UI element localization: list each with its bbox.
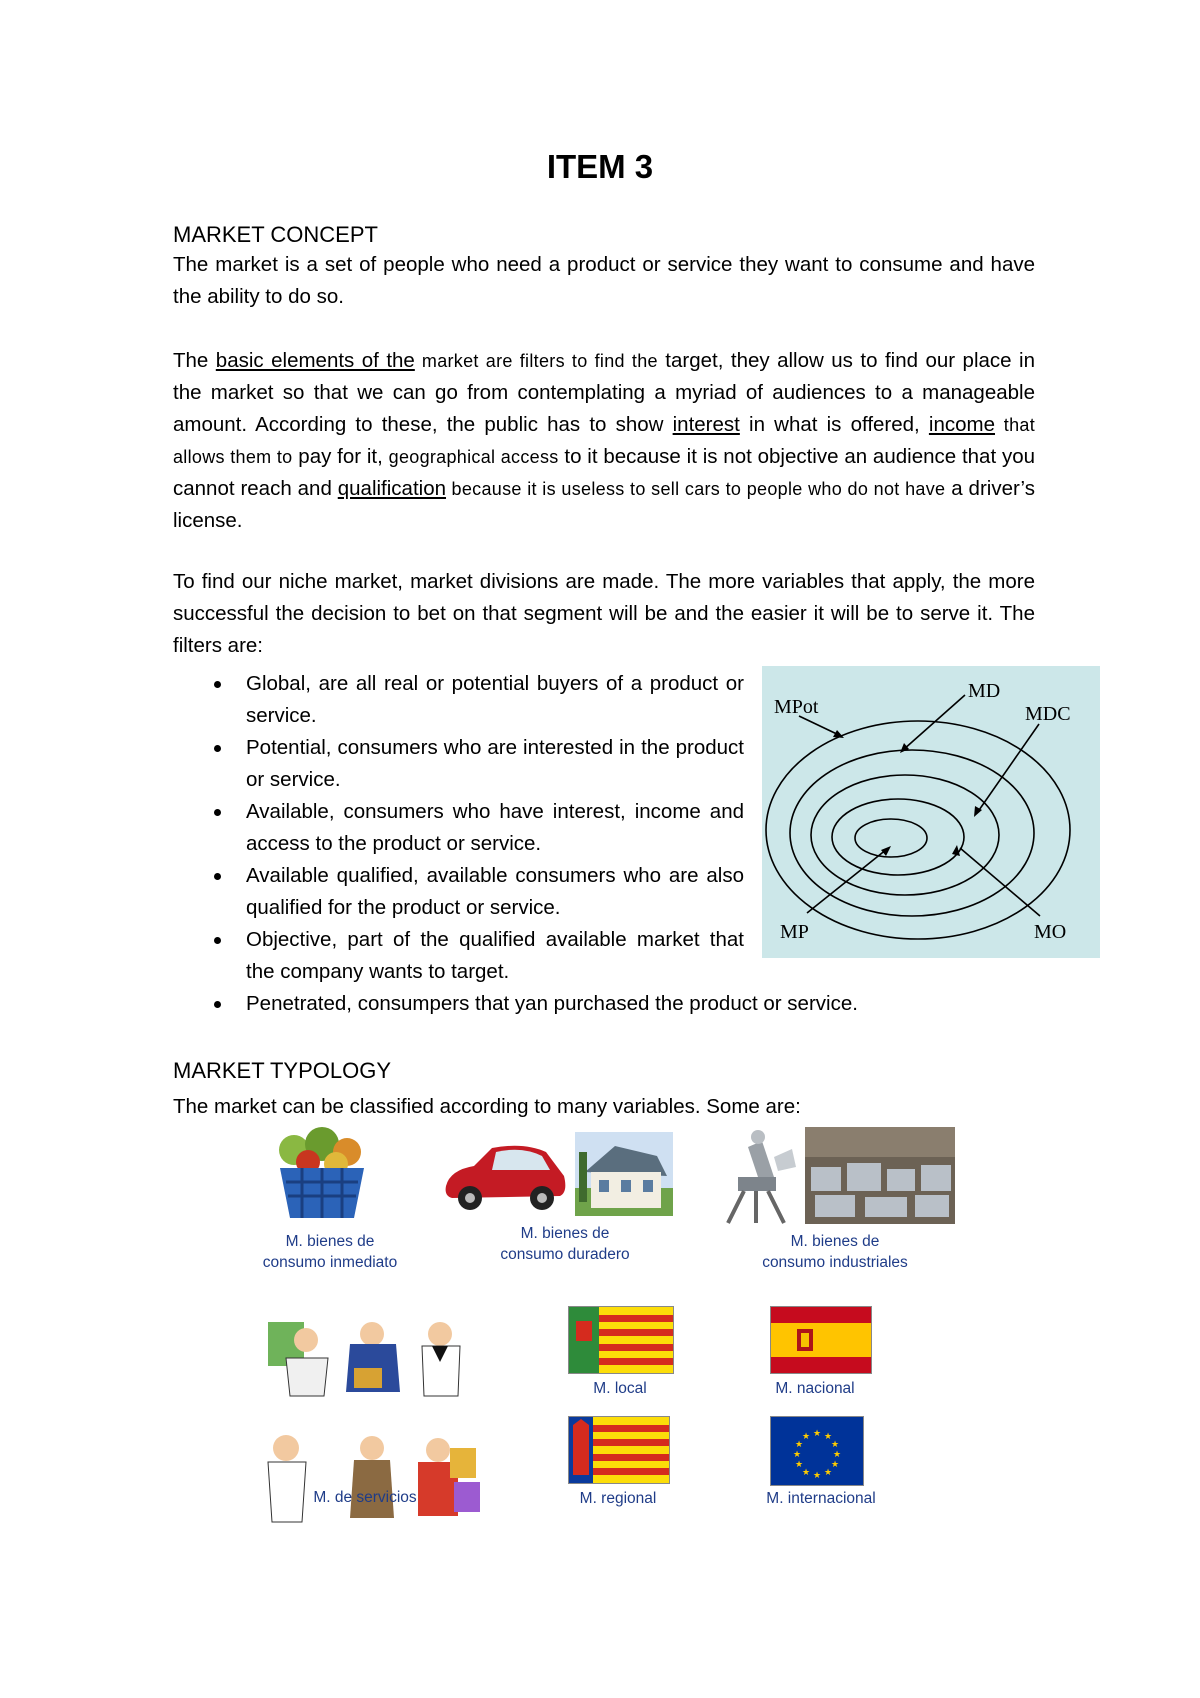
svg-text:★: ★	[832, 1450, 842, 1460]
caption-regional: M. regional	[579, 1490, 657, 1507]
industrial-machine-icon	[718, 1127, 800, 1227]
svg-text:★: ★	[801, 1432, 811, 1442]
car-icon	[440, 1140, 570, 1212]
market-concept-heading: MARKET CONCEPT	[173, 222, 378, 247]
page-title: ITEM 3	[546, 148, 654, 185]
caption-servicios: M. de servicios	[313, 1489, 417, 1506]
caption-consumo-duradero: M. bienes de consumo duradero	[500, 1225, 630, 1263]
house-icon	[575, 1132, 673, 1216]
filter-list	[173, 668, 744, 988]
mo-label: MO	[1034, 921, 1067, 943]
list-item: Potential, consumers who are interested in the product or service.	[173, 732, 744, 796]
grocery-basket-icon	[272, 1122, 372, 1222]
concentric-ellipses	[762, 666, 1100, 958]
list-item: Penetrated, consumpers that yan purchased the product or service.	[173, 988, 1053, 1020]
svg-text:★: ★	[792, 1450, 802, 1460]
svg-text:★: ★	[812, 1471, 822, 1481]
niche-market-paragraph: To find our niche market, market divisions are made. The more variables that apply, the more successful the decision to bet on that segment will be and the easier it will be to serve it. The filters are:	[173, 570, 1035, 657]
svg-text:★: ★	[794, 1460, 804, 1470]
svg-text:★: ★	[823, 1432, 833, 1442]
mdc-label: MDC	[1025, 703, 1071, 725]
list-item: Available, consumers who have interest, income and access to the product or service.	[173, 796, 744, 860]
list-item: Available qualified, available consumers who are also qualified for the product or service.	[173, 860, 744, 924]
mp-label: MP	[780, 921, 809, 943]
mpot-label: MPot	[774, 696, 819, 718]
warehouse-icon	[805, 1127, 955, 1224]
caption-internacional: M. internacional	[766, 1490, 876, 1507]
basic-elements-paragraph: The basic elements of the market are filters to find the target, they allow us to find our place in the market so that we can go from contemplating a myriad of audiences to a manageable amount. According to these, the public has to show interest in what is offered, income that allows them to pay for it, geographical access to it because it is not objective an audience that you cannot reach and qualification because it is useless to sell cars to people who do not have a driver’s license.	[173, 349, 1035, 532]
caption-nacional: M. nacional	[775, 1380, 855, 1397]
svg-text:★: ★	[830, 1440, 840, 1450]
svg-text:★: ★	[794, 1440, 804, 1450]
typology-intro: The market can be classified according to many variables. Some are:	[173, 1095, 801, 1118]
svg-text:★: ★	[812, 1429, 822, 1439]
svg-text:★: ★	[823, 1468, 833, 1478]
market-definition: The market is a set of people who need a product or service they want to consume and have the ability to do so.	[173, 253, 1035, 308]
local-flag-icon	[568, 1306, 674, 1374]
list-item: Objective, part of the qualified available market that the company wants to target.	[173, 924, 744, 988]
national-flag-icon	[770, 1306, 872, 1374]
caption-local: M. local	[593, 1380, 647, 1397]
regional-flag-icon	[568, 1416, 670, 1484]
caption-consumo-inmediato: M. bienes de consumo inmediato	[262, 1233, 398, 1271]
list-item: Global, are all real or potential buyers of a product or service.	[173, 668, 744, 732]
eu-flag-icon	[770, 1416, 864, 1486]
market-typology-heading: MARKET TYPOLOGY	[173, 1058, 392, 1083]
svg-text:★: ★	[830, 1460, 840, 1470]
market-levels-diagram	[762, 666, 1100, 958]
svg-text:★: ★	[801, 1468, 811, 1478]
md-label: MD	[968, 680, 1001, 702]
caption-consumo-industriales: M. bienes de consumo industriales	[762, 1233, 908, 1271]
